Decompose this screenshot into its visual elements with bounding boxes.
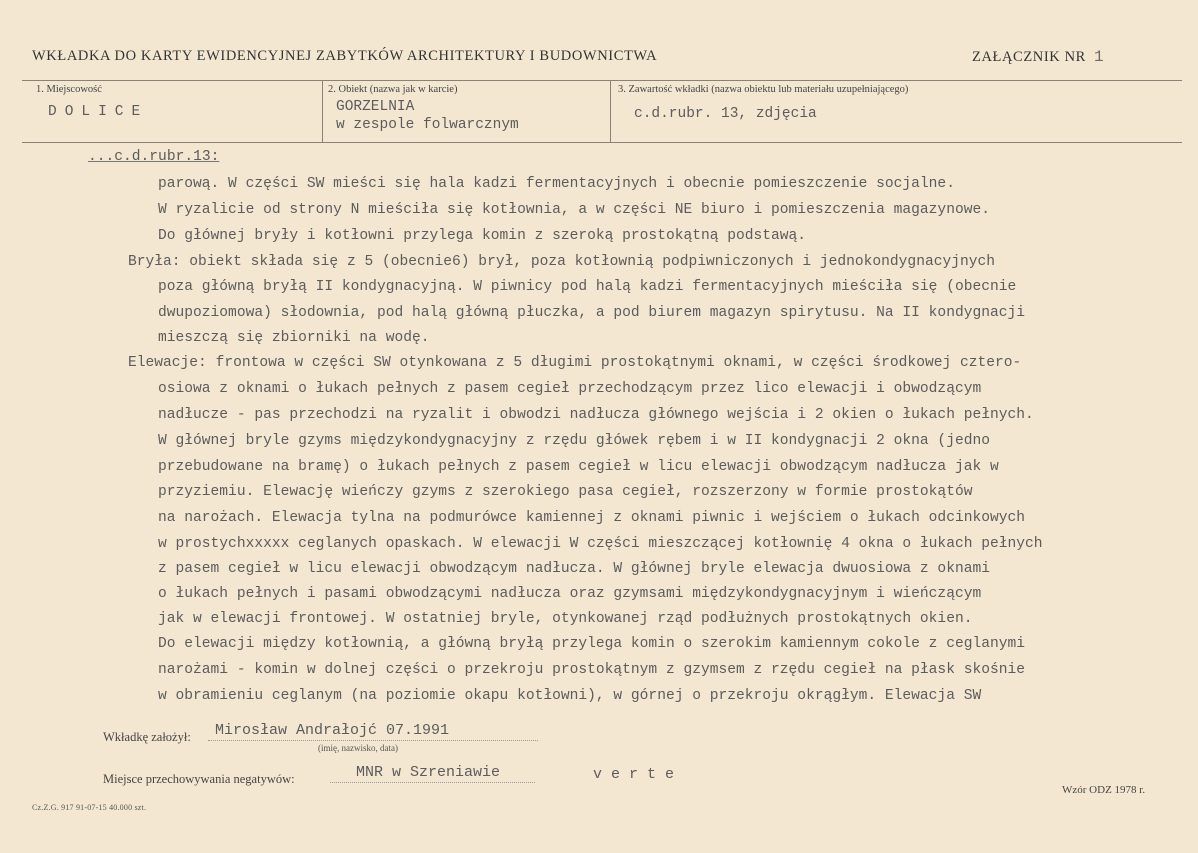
body-line-10: osiowa z oknami o łukach pełnych z pasem cegieł przechodzącym przez lico elewacji i obwodzącym	[158, 381, 982, 397]
form-model: Wzór ODZ 1978 r.	[1062, 784, 1146, 796]
body-line-7: dwupoziomowa) słodownia, pod halą główną płuczka, a pod biurem magazyn spirytusu. Na II kondygnacji	[158, 305, 1026, 321]
body-line-21: narożami - komin w dolnej części o przekroju prostokątnym z gzymsem z rzędu cegieł na płask skośnie	[158, 662, 1026, 678]
attachment-number: 1	[1093, 48, 1105, 66]
body-line-4: Do głównej bryły i kotłowni przylega komin z szeroką prostokątną podstawą.	[158, 228, 807, 244]
body-line-15: na narożach. Elewacja tylna na podmurówce kamiennej z oknami piwnic i wejściem o łukach odcinkowych	[158, 510, 1026, 526]
created-by-value: Mirosław Andrałojć 07.1991	[215, 722, 450, 739]
created-by-label: Wkładkę założył:	[103, 730, 191, 744]
body-line-19: jak w elewacji frontowej. W ostatniej bryle, otynkowanej rząd podłużnych prostokątnych okien.	[158, 611, 973, 627]
body-line-22: w obramieniu ceglanym (na poziomie okapu kotłowni), w górnej o przekroju okrągłym. Elewacja SW	[158, 688, 982, 704]
body-line-8: mieszczą się zbiorniki na wodę.	[158, 330, 430, 346]
form-title: WKŁADKA DO KARTY EWIDENCYJNEJ ZABYTKÓW ARCHITEKTURY I BUDOWNICTWA	[32, 48, 658, 64]
locality-value: DOLICE	[48, 104, 149, 120]
body-line-16: w prostychxxxxx ceglanych opaskach. W elewacji W części mieszczącej kotłownię 4 okna o łukach pełnych	[158, 536, 1043, 552]
content-label: 3. Zawartość wkładki (nazwa obiektu lub materiału uzupełniającego)	[618, 84, 909, 95]
body-line-3: W ryzalicie od strony N mieściła się kotłownia, a w części NE biuro i pomieszczenia magazynowe.	[158, 202, 990, 218]
object-value-line2: w zespole folwarcznym	[336, 117, 519, 133]
body-line-6: poza główną bryłą II kondygnacyjną. W piwnicy pod halą kadzi fermentacyjnych mieściła się (obecnie	[158, 279, 1017, 295]
attachment-header	[972, 48, 1104, 66]
content-value: c.d.rubr. 13, zdjęcia	[634, 106, 817, 122]
object-label: 2. Obiekt (nazwa jak w karcie)	[328, 84, 458, 95]
body-line-18: o łukach pełnych i pasami obwodzącymi nadłucza oraz gzymsami międzykondygnacyjnym i wieńczącym	[158, 586, 982, 602]
object-value-line1: GORZELNIA	[336, 99, 415, 115]
body-line-2: parową. W części SW mieści się hala kadzi fermentacyjnych i obecnie pomieszczenie socjalne.	[158, 176, 955, 192]
locality-label: 1. Miejscowość	[36, 84, 102, 95]
negatives-line	[330, 782, 535, 783]
negatives-label: Miejsce przechowywania negatywów:	[103, 772, 295, 786]
grid-line-top	[22, 80, 1182, 81]
body-line-5: Bryła: obiekt składa się z 5 (obecnie6) brył, poza kotłownią podpiwniczonych i jednokondygnacyjnych	[128, 254, 996, 270]
body-line-1: ...c.d.rubr.13:	[88, 149, 220, 165]
body-line-14: przyziemiu. Elewację wieńczy gzyms z szerokiego pasa cegieł, rozszerzony w formie prostokątów	[158, 484, 973, 500]
body-line-13: przebudowane na bramę) o łukach pełnych z pasem cegieł w licu elewacji obwodzącym nadłucza jak w	[158, 459, 999, 475]
grid-divider-1	[322, 80, 323, 142]
negatives-value: MNR w Szreniawie	[356, 764, 501, 781]
created-by-line	[208, 740, 538, 741]
grid-line-bottom	[22, 142, 1182, 143]
body-line-11: nadłucze - pas przechodzi na ryzalit i obwodzi nadłucza głównego wejścia i 2 okien o łukach pełnych.	[158, 407, 1034, 423]
attachment-label: ZAŁĄCZNIK NR	[972, 49, 1086, 65]
body-line-12: W głównej bryle gzyms międzykondygnacyjny z rzędu główek rębem i w II kondygnacji 2 okna (jedno	[158, 433, 990, 449]
created-by-hint: (imię, nazwisko, data)	[318, 743, 398, 753]
print-info: Cz.Z.G. 917 91-07-15 40.000 szt.	[32, 803, 147, 812]
grid-divider-2	[610, 80, 611, 142]
body-line-17: z pasem cegieł w licu elewacji obwodzącym nadłucza. W głównej bryle elewacja dwuosiowa z oknami	[158, 561, 990, 577]
verte-note: v e r t e	[593, 766, 675, 783]
body-line-9: Elewacje: frontowa w części SW otynkowana z 5 długimi prostokątnymi oknami, w części środkowej cztero-	[128, 355, 1022, 371]
body-line-20: Do elewacji między kotłownią, a główną bryłą przylega komin o szerokim kamiennym cokole z ceglanymi	[158, 636, 1026, 652]
